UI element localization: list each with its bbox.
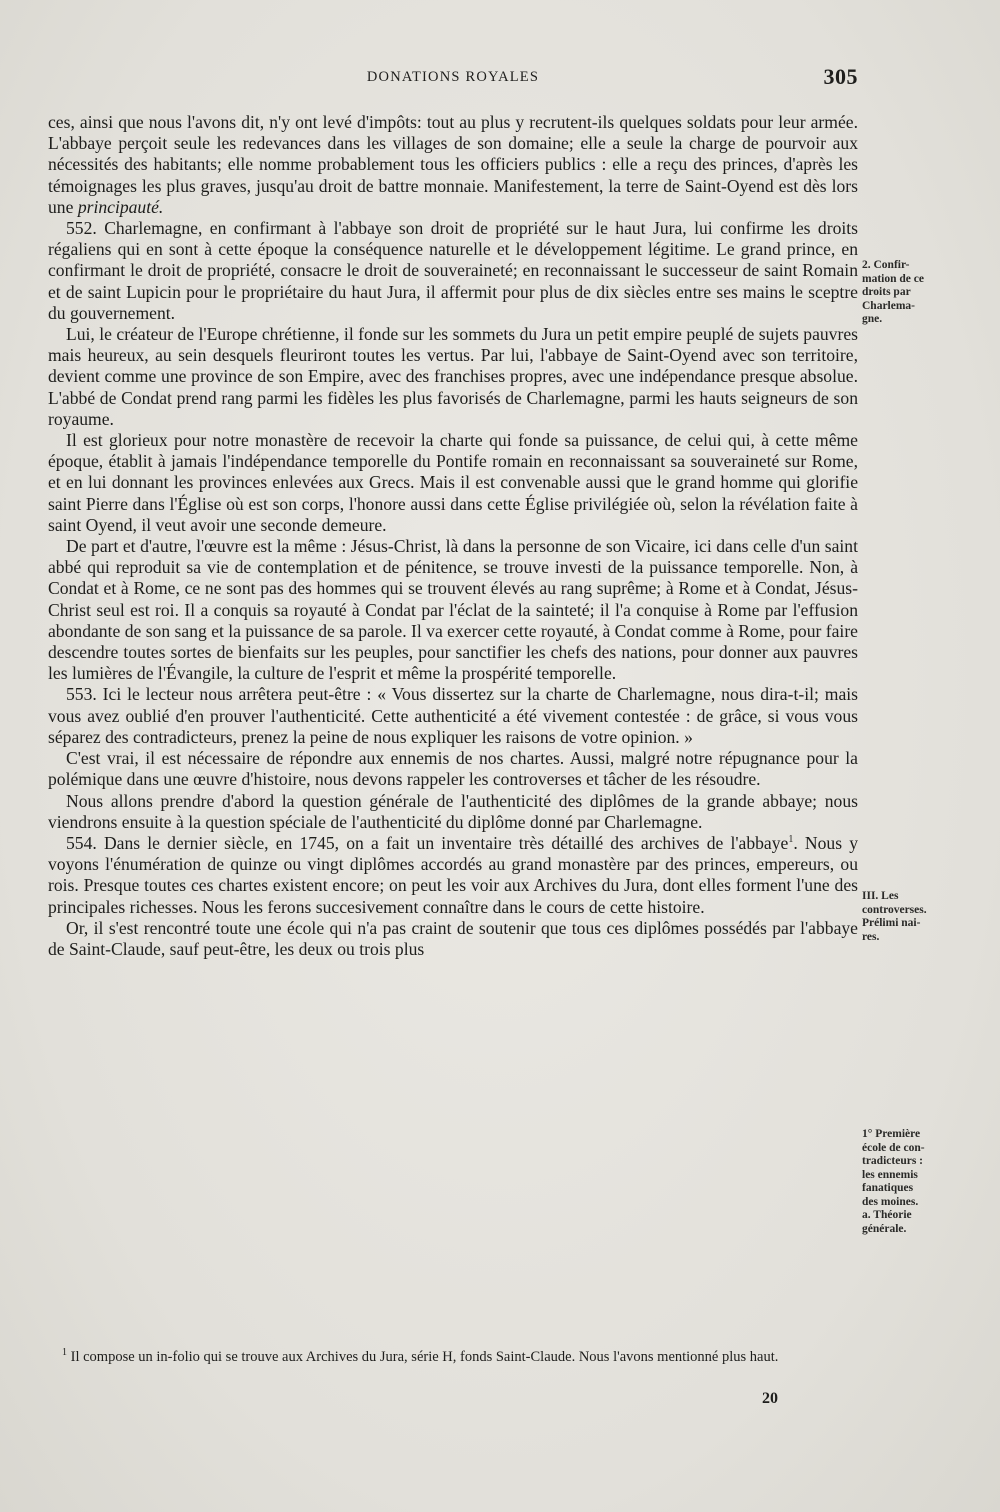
margin-note-controverses (862, 890, 954, 944)
margin-note-line: Charlema- (862, 299, 916, 312)
paragraph-552: 552. Charlemagne, en confirmant à l'abbaye son droit de propriété sur le haut Jura, lui confirme les droits régaliens qui en sont à cette époque la conséquence naturelle et le développement légitime. Le grand prince, en confirmant le droit de propriété, consacre le droit de souveraineté; en reconnaissant le successeur de saint Romain et de saint Lupicin pour le propriétaire du haut Jura, il affermit pour plus de dix siècles entre ses mains le sceptre du gouvernement. (48, 218, 858, 323)
margin-note-line: gne. (862, 313, 883, 325)
paragraph-554 (48, 833, 858, 918)
margin-note-line: école de con- (862, 1141, 925, 1154)
paragraph-8: Nous allons prendre d'abord la question générale de l'authenticité des diplômes de la grande abbaye; nous viendrons ensuite à la question spéciale de l'authenticité du diplôme donné par Charlemagne. (48, 790, 858, 832)
paragraph-554-rest: . Nous y voyons l'énumération de quinze ou vingt diplômes accordés au grand monastère par des princes, empereurs, ou rois. Presque toutes ces chartes existent encore; on peut les voir aux Archives du Jura, dont elles forment l'une des principales richesses. Nous les ferons succesivement connaître dans le cours de cette histoire. (48, 832, 859, 917)
paragraph-5: De part et d'autre, l'œuvre est la même : Jésus-Christ, là dans la personne de son Vicaire, ici dans celle d'un saint abbé qui reproduit sa vie de contemplation et de pénitence, se trouve investi de la puissance temporelle. Non, à Condat et à Rome, ce ne sont pas des hommes qui se trouvent élevés au rang suprême; à Rome et à Condat, Jésus-Christ seul est roi. Il a conquis sa royauté à Condat par l'éclat de la sainteté; il l'a conquise à Rome par l'effusion abondante de son sang et la puissance de sa parole. Il va exercer cette royauté, à Condat comme à Rome, pour faire descendre toutes sortes de bienfaits sur les peuples, pour sanctifier les chefs des nations, pour donner aux pauvres les lumières de l'Évangile, la culture de l'esprit et même la prospérité temporelle. (48, 536, 858, 684)
margin-note-line: 1° Première (862, 1128, 921, 1140)
footnote-text: Il compose un in-folio qui se trouve aux Archives du Jura, série H, fonds Saint-Claude. Nous l'avons mentionné plus haut. (70, 1349, 779, 1365)
footnote (48, 1348, 858, 1366)
paragraph-4: Il est glorieux pour notre monastère de recevoir la charte qui fonde sa puissance, de celui qui, à cette même époque, établit à jamais l'indépendance temporelle du Pontife romain en reconnaissant sa souveraineté sur Rome, et en lui donnant les provinces enlevées aux Grecs. Mais il est convenable aussi que le grand homme qui glorifie saint Pierre dans l'Église où est son corps, l'honore aussi dans cette Église privilégiée où, selon la révélation faite à saint Oyend, il veut avoir une seconde demeure. (48, 430, 858, 535)
margin-note-line: générale. (862, 1222, 907, 1235)
paragraph-10: Or, il s'est rencontré toute une école qui n'a pas craint de soutenir que tous ces diplômes possédés par l'abbaye de Saint-Claude, sauf peut-être, les deux ou trois plus (48, 917, 858, 959)
margin-note-line: des moines. (862, 1195, 919, 1208)
paragraph-1-italic: principauté. (77, 196, 164, 217)
margin-note-premiere-ecole (862, 1128, 954, 1236)
margin-note-line: 2. Confir- (862, 259, 910, 271)
body-text (48, 112, 858, 960)
running-title: DONATIONS ROYALES (366, 69, 540, 85)
paragraph-1 (48, 112, 858, 218)
margin-note-line: III. Les (862, 890, 899, 902)
margin-note-line: Prélimi nai- (862, 917, 921, 929)
margin-note-line: controverses. (862, 903, 927, 916)
paragraph-1-text: ces, ainsi que nous l'avons dit, n'y ont levé d'impôts: tout au plus y recrutent-ils quelques soldats pour leur armée. L'abbaye perçoit seule les redevances dans les villages de son domaine; elle a seule la charge de pourvoir aux nécessités des habitants; elle nomme probablement tous les officiers publics : elle a reçu des princes, d'après les témoignages les plus graves, jusqu'au droit de battre monnaie. Manifestement, la terre de Saint-Oyend est dès lors une (48, 112, 858, 217)
paragraph-553: 553. Ici le lecteur nous arrêtera peut-être : « Vous dissertez sur la charte de Charlemagne, nous dira-t-il; mais vous avez oublié d'en prouver l'authenticité. Cette authenticité a été vivement contestée : de grâce, si vous vous séparez des contradicteurs, prenez la peine de nous expliquer les raisons de votre opinion. » (48, 684, 858, 747)
margin-note-line: droits par (862, 286, 911, 298)
margin-note-line: les ennemis (862, 1168, 918, 1181)
footnote-mark: 1 (62, 1347, 67, 1359)
signature-mark: 20 (762, 1390, 778, 1407)
paragraph-7: C'est vrai, il est nécessaire de répondre aux ennemis de nos chartes. Aussi, malgré notre répugnance pour la polémique dans une œuvre d'histoire, nous devons rappeler les controverses et tâcher de les résoudre. (48, 748, 858, 790)
margin-note-line: a. Théorie (862, 1209, 912, 1221)
margin-note-line: mation de ce (862, 272, 924, 285)
margin-note-line: fanatiques (862, 1182, 914, 1194)
paragraph-3: Lui, le créateur de l'Europe chrétienne, il fonde sur les sommets du Jura un petit empire peuplé de sujets pauvres mais heureux, au sein desquels fleuriront toutes les vertus. Par lui, l'abbaye de Saint-Oyend avec son territoire, devient comme une province de son Empire, avec des franchises propres, avec une indépendance presque absolue. L'abbé de Condat prend rang parmi les fidèles les plus favorisés de Charlemagne, parmi les hauts seigneurs de son royaume. (48, 324, 858, 429)
margin-note-line: res. (862, 930, 880, 943)
page-number: 305 (823, 64, 858, 89)
paragraph-554-text: 554. Dans le dernier siècle, en 1745, on a fait un inventaire très détaillé des archives de l'abbaye (66, 832, 789, 853)
margin-note-confirmation (862, 259, 954, 327)
margin-note-line: tradicteurs : (862, 1155, 923, 1167)
footnote-reference[interactable]: 1 (788, 834, 794, 846)
running-head (48, 64, 858, 90)
